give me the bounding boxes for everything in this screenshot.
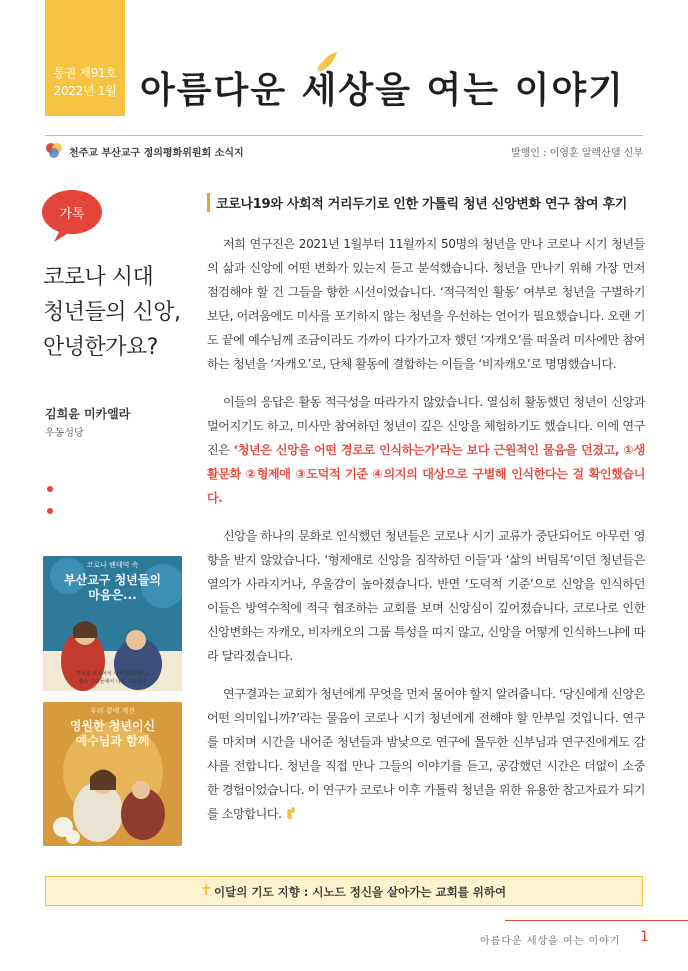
cross-icon: ✝ — [200, 881, 213, 899]
poster-caption: 주님을 모셨어서 내게 힘을내시고 — [76, 671, 149, 677]
poster-image — [43, 702, 182, 846]
issue-number: 통권 제91호 — [53, 66, 117, 80]
lead-title-line: 청년들의 신앙, — [43, 300, 181, 325]
lead-title-line: 코로나 시대 — [43, 265, 154, 290]
bullet-dot — [47, 486, 53, 492]
poster-title: 예수님과 함께 — [75, 734, 150, 748]
publisher: 발행인 : 이영훈 알렉산델 신부 — [510, 148, 643, 159]
bullet-dot — [47, 508, 53, 514]
article-body — [207, 232, 645, 840]
author-parish: 우동성당 — [45, 428, 84, 439]
poster-caption: 환요 우리들에서 나를 구하셨네 — [78, 679, 147, 685]
category-label: 가톡 — [59, 207, 85, 222]
prayer-intention-text: 이달의 기도 지향 : 시노드 정신을 살아가는 교회를 위하여 — [214, 885, 507, 899]
article-text: 이들의 응답은 활동 적극성을 따라가지 않았습니다. 열심히 활동했던 청년이 신앙과 멀어지기도 하고, 미사만 참여하던 청년이 깊은 신앙을 체험하기도 했습니다. 이에 연구진은 — [207, 395, 645, 457]
organization-logo-icon — [45, 141, 63, 159]
lead-title-line: 안녕한가요? — [43, 335, 158, 360]
organization-bar — [45, 135, 643, 161]
poster-image — [43, 556, 182, 691]
poster-title: 영원한 청년이신 — [69, 719, 156, 733]
article-paragraph: 신앙을 하나의 문화로 인식했던 청년들은 코로나 시기 교류가 중단되어도 아무런 영향을 받지 않았습니다. ‘형제애로 신앙을 짐작하던 이들’과 ‘삶의 버팀목’이던 청년들은 열의가 사라지거나, 우울감이 높아졌습니다. 반면 ‘도덕적 기준’으로 신앙을 인식하던 이들은 방역수칙에 적극 협조하는 교회를 보며 신앙심이 깊어졌습니다. 코로나로 인한 신앙변화는 자캐오, 비자캐오의 그룹 특성을 띠지 않고, 신앙을 어떻게 인식하느냐에 따라 달라졌습니다. — [207, 529, 645, 663]
masthead-title: 아름다운 세상을 여는 이야기 — [140, 69, 625, 111]
prayer-intention-box — [45, 876, 643, 906]
article-highlight: ‘청년은 신앙을 어떤 경로로 인식하는가’라는 보다 근원적인 물음을 던졌고, ①생활문화 ②형제애 ③도덕적 기준 ④의지의 대상으로 구별해 인식한다는 걸 확인했습니다. — [207, 443, 645, 505]
poster-caption: 우리 곁에 계신 — [89, 707, 136, 715]
article-paragraph: 저희 연구진은 2021년 1월부터 11월까지 50명의 청년을 만나 코로나 시기 청년들의 삶과 신앙에 어떤 변화가 있는지 듣고 분석했습니다. 청년을 만나기 위해 가장 먼저 점검해야 할 건 그들을 향한 시선이었습니다. ‘적극적인 활동’ 여부로 청년을 구별하기보단, 어려움에도 미사를 포기하지 않는 청년을 우선하는 언어가 필요했습니다. 오랜 기도 끝에 예수님께 조금이라도 가까이 다가가고자 했던 ‘자캐오’를 떠올려 미사에만 참여하는 청년을 ‘자캐오’로, 단체 활동에 결합하는 이들을 ‘비자캐오’로 명명했습니다. — [207, 237, 645, 371]
footer-title: 아름다운 세상을 여는 이야기 — [480, 936, 621, 947]
poster-title: 부산교구 청년들의 — [64, 573, 161, 587]
article-paragraph — [207, 390, 645, 510]
issue-date: 2022년 1월 — [53, 84, 117, 98]
masthead — [140, 50, 660, 120]
author-name: 김희윤 미카엘라 — [45, 407, 131, 421]
page-number: 1 — [640, 929, 649, 945]
issue-box — [45, 0, 125, 116]
lead-title — [43, 260, 193, 365]
footer-divider — [505, 920, 688, 921]
poster-caption: 코로나 팬데믹 속 — [86, 561, 139, 569]
article-paragraph — [207, 682, 645, 826]
wheat-icon — [285, 806, 297, 820]
poster-title: 마음은... — [88, 588, 137, 602]
article-text: 연구결과는 교회가 청년에게 무엇을 먼저 물어야 할지 알려줍니다. ‘당신에게 신앙은 어떤 의미입니까?’라는 물음이 코로나 시기 청년에게 전해야 할 안부일 것입니다. 연구를 마치며 시간을 내어준 청년들과 밤낮으로 연구에 몰두한 신부님과 연구진에게도 감사를 전합니다. 청년을 직접 만나 그들의 이야기를 듣고, 공감했던 시간은 더없이 소중한 경험이었습니다. 이 연구가 코로나 이후 가톨릭 청년을 위한 유용한 참고자료가 되기를 소망합니다. — [207, 687, 645, 821]
organization-name: 천주교 부산교구 정의평화위원회 소식지 — [69, 148, 244, 159]
article-heading: 코로나19와 사회적 거리두기로 인한 가톨릭 청년 신앙변화 연구 참여 후기 — [207, 193, 627, 212]
